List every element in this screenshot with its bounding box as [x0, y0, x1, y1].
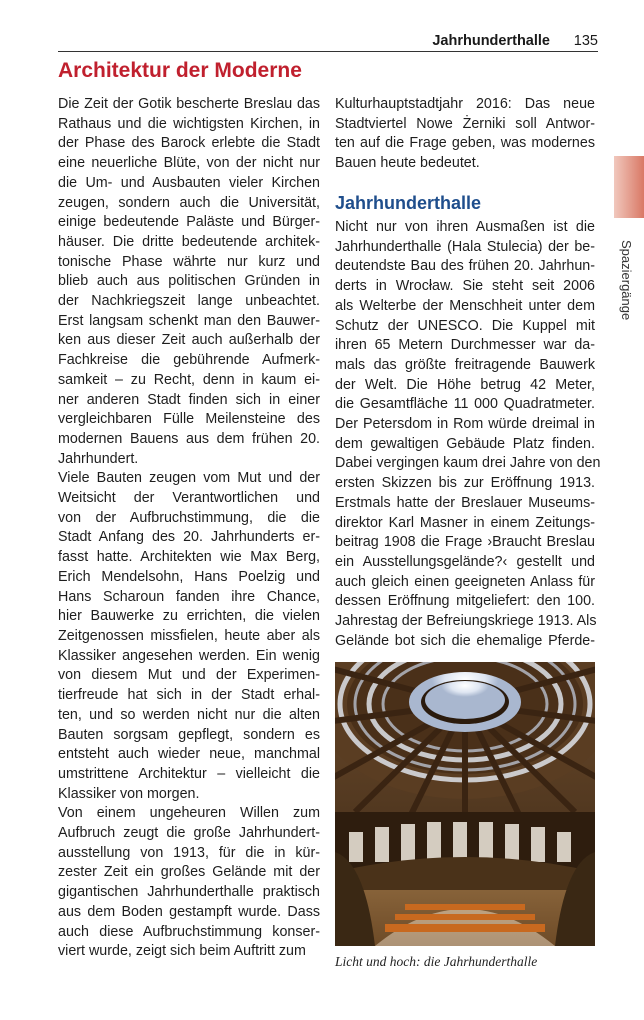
text-line: ersten Skizzen bis zur Eröffnung 1913.: [335, 475, 595, 492]
text-line: einige bedeutende Paläste und Bürger-: [58, 214, 320, 231]
text-line: Von einem ungeheuren Willen zum: [58, 805, 320, 822]
photo-caption: Licht und hoch: die Jahrhunderthalle: [335, 954, 538, 969]
text-line: dessen Eröffnung mitgeliefert: den 100.: [335, 593, 595, 610]
text-line: Fachkreise die gebührende Aufmerk-: [58, 352, 320, 369]
text-line: entsteht auch wieder neue, manchmal: [58, 746, 320, 763]
text-line: Weitsicht der Verantwortlichen und: [58, 490, 320, 507]
text-line: Bauten sorgsam gepflegt, sondern es: [58, 726, 320, 743]
section-title: Architektur der Moderne: [58, 59, 302, 82]
text-line: Erst langsam schenkt man den Bauwer-: [58, 312, 320, 329]
text-line: ten, und so werden nicht nur die alten: [58, 706, 320, 723]
side-tab-label-box: [612, 240, 636, 350]
text-line: Stadtviertel Nowe Żerniki soll Antwor-: [335, 115, 595, 132]
text-line: ken aus dieser Zeit auch außerhalb der: [58, 332, 320, 349]
text-line: auch gleich einen geeigneten Anlass für: [335, 573, 595, 590]
text-line: Klassiker angesehen werden. Ein wenig: [58, 647, 320, 664]
text-line: derts in Wrocław. Sie steht seit 2006: [335, 278, 595, 295]
text-line: Rathaus und die wichtigsten Kirchen, in: [58, 115, 320, 132]
text-line: Gelände bot sich die ehemalige Pferde-: [335, 632, 595, 649]
text-line: Der Petersdom in Rom würde dreimal in: [335, 416, 595, 433]
text-line: beitrag 1908 die Frage ›Braucht Breslau: [335, 534, 595, 551]
text-line: Die Zeit der Gotik bescherte Breslau das: [58, 96, 320, 112]
text-line: mals das größte freitragende Bauwerk: [335, 356, 595, 373]
text-line: Zeitgenossen missfielen, heute aber als: [58, 627, 320, 644]
text-line: Nicht nur von ihren Ausmaßen ist die: [335, 219, 595, 235]
subsection-title: Jahrhunderthalle: [335, 193, 482, 213]
text-line: zeugen, sondern auch die Universität,: [58, 194, 320, 211]
text-line: Jahrhunderthalle (Hala Stulecia) der be-: [335, 238, 595, 255]
text-line: als Welterbe der Menschheit unter dem: [335, 297, 595, 314]
text-line: hier Bauwerke zu errichten, die vielen: [58, 608, 320, 625]
text-line: ausstellung von 1913, für die in kür-: [58, 844, 320, 861]
text-line: tierfreude hat sich in der Stadt erhal-: [58, 687, 320, 704]
text-line: der Phase des Barock erlebte die Stadt: [58, 135, 320, 152]
text-line: ihren 65 Metern Durchmesser war da-: [335, 337, 595, 354]
text-line: Jahrhundert.: [58, 450, 139, 467]
text-line: deutendste Bau des frühen 20. Jahrhun-: [335, 258, 595, 275]
text-line: Dabei vergingen kaum drei Jahre von den: [335, 455, 601, 472]
text-line: Erich Mendelsohn, Hans Poelzig und: [58, 568, 320, 585]
text-line: von der Aufbruchstimmung, die die: [58, 509, 320, 526]
text-line: viert wurde, zeigt sich beim Auftritt zum: [58, 943, 306, 960]
text-line: ner anderen Stadt finden sich in einer: [58, 391, 320, 408]
text-line: die Um- und Ausbauten vieler Kirchen: [58, 174, 320, 191]
side-tab-label: Spaziergänge: [619, 240, 634, 321]
text-line: ten auf die Frage geben, was modernes: [335, 135, 595, 152]
dome-interior-illustration: [335, 662, 595, 946]
text-line: Bauen heute bedeutet.: [335, 155, 480, 172]
thumb-index-tab: [614, 156, 644, 218]
text-line: vergleichbaren Fülle Meilensteine des: [58, 411, 320, 428]
text-line: samkeit – zu Recht, denn in kaum ei-: [58, 371, 320, 388]
text-line: aus dem Boden gestampft wurde. Dass: [58, 903, 320, 920]
text-line: Stadt Anfang des 20. Jahrhunderts er-: [58, 529, 320, 546]
text-line: auch diese Aufbruchstimmung konser-: [58, 923, 320, 940]
text-line: Hans Scharoun fanden ihre Chance,: [58, 588, 320, 605]
right-column-text: [335, 218, 601, 651]
text-line: eine neuerliche Blüte, von der nicht nur: [58, 155, 320, 172]
text-line: Erstmals hatte der Breslauer Museums-: [335, 494, 595, 511]
jahrhunderthalle-photo: [335, 662, 595, 946]
text-line: Klassiker von morgen.: [58, 785, 200, 802]
left-column-text: [58, 95, 320, 962]
text-line: Viele Bauten zeugen vom Mut und der: [58, 470, 320, 487]
text-line: modernen Bauens aus dem frühen 20.: [58, 430, 320, 447]
text-line: dem gewaltigen Gebäude Platz finden.: [335, 435, 595, 452]
text-line: tonische Phase währte nur kurz und: [58, 253, 320, 270]
text-line: von diesem Mut und der Experimen-: [58, 667, 320, 684]
text-line: der Welt. Die Höhe betrug 42 Meter,: [335, 376, 595, 393]
running-head: Jahrhunderthalle: [432, 33, 550, 49]
text-line: blieb auch aus politischen Gründen in: [58, 273, 320, 290]
text-line: zester Zeit ein großes Gelände mit der: [58, 864, 320, 881]
text-line: umstrittene Architektur – vielleicht die: [58, 765, 320, 782]
text-line: ein Ausstellungsgelände?‹ gestellt und: [335, 553, 595, 570]
text-line: gigantischen Jahrhunderthalle praktisch: [58, 884, 320, 901]
text-line: Jahrestag der Befreiungskriege 1913. Als: [335, 613, 597, 630]
text-line: Schutz der UNESCO. Die Kuppel mit: [335, 317, 595, 334]
text-line: Kulturhauptstadtjahr 2016: Das neue: [335, 96, 595, 112]
page-number: 135: [573, 33, 598, 49]
right-column-intro-text: [335, 95, 595, 174]
text-line: die Gesamtfläche 11 000 Quadratmeter.: [335, 396, 595, 413]
text-line: Aufbruch zeugt die große Jahrhundert-: [58, 825, 320, 842]
text-line: direktor Karl Masner in einem Zeitungs-: [335, 514, 595, 531]
header-rule: [58, 51, 598, 52]
text-line: der Nachkriegszeit lange unbeachtet.: [58, 293, 320, 310]
text-line: häuser. Die dritte bedeutende architek-: [58, 233, 320, 250]
text-line: fasst hatte. Architekten wie Max Berg,: [58, 549, 320, 566]
